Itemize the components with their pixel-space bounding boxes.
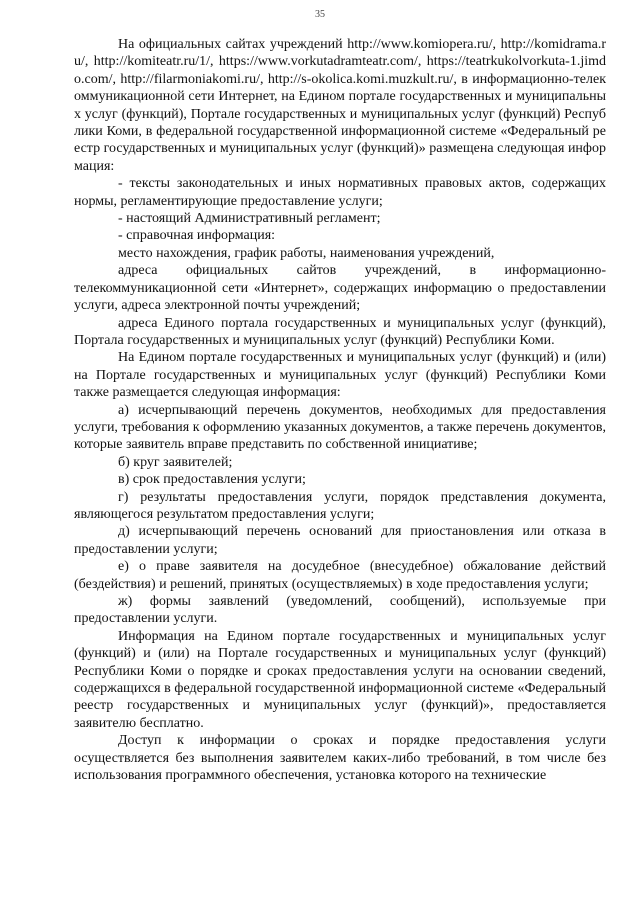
list-item-d: д) исчерпывающий перечень оснований для приостановления или отказа в предоставлении услуги; — [74, 524, 606, 557]
paragraph-location: место нахождения, график работы, наименования учреждений, — [118, 245, 495, 261]
paragraph-official-sites: На официальных сайтах учреждений http://www.komiopera.ru/, http://komidrama.ru/, http://komiteatr.ru/1/, https://www.vorkutadramteatr.com/, https://teatrkukolvorkuta-1.jimdo.com/, http://filarmoniakomi.ru/, http://s-okolica.komi.muzkult.ru/, в информационно-телекоммуникационной сети Интернет, на Едином портале государственных и муниципальных услуг (функций), Портале государственных и муниципальных услуг (функций) Республики Коми, в федеральной государственной информационной системе «Федеральный реестр государственных и муниципальных услуг (функций)» размещена следующая информация: — [74, 37, 606, 174]
paragraph-reference-info: - справочная информация: — [118, 228, 276, 244]
list-item-a: а) исчерпывающий перечень документов, необходимых для предоставления услуги, требования к оформлению указанных документов, а также перечень документов, которые заявитель вправе представить по собственной инициативе; — [74, 402, 606, 453]
document-body — [74, 36, 606, 784]
paragraph-free-info: Информация на Едином портале государственных и муниципальных услуг (функций) и (или) на Портале государственных и муниципальных услуг (функций) Республики Коми о порядке и сроках предоставления услуги на основании сведений, содержащихся в федеральной государственной информационной системе «Федеральный реестр государственных и муниципальных услуг (функций)», предоставляется заявителю бесплатно. — [74, 628, 606, 731]
list-item-b: б) круг заявителей; — [118, 454, 233, 470]
paragraph-site-addresses: адреса официальных сайтов учреждений, в информационно-телекоммуникационной сети «Интернет», содержащих информацию о предоставлении услуги, адреса электронной почты учреждений; — [74, 263, 606, 314]
list-item-zh: ж) формы заявлений (уведомлений, сообщений), используемые при предоставлении услуги. — [74, 594, 606, 627]
list-item-e: е) о праве заявителя на досудебное (внесудебное) обжалование действий (бездействия) и решений, принятых (осуществляемых) в ходе предоставления услуги; — [74, 559, 606, 592]
paragraph-legal-acts: - тексты законодательных и иных нормативных правовых актов, содержащих нормы, регламентирующие предоставление услуги; — [74, 176, 606, 209]
list-item-g: г) результаты предоставления услуги, порядок представления документа, являющегося результатом предоставления услуги; — [74, 489, 606, 522]
list-item-v: в) срок предоставления услуги; — [118, 472, 306, 488]
paragraph-portal-info-intro: На Едином портале государственных и муниципальных услуг (функций) и (или) на Портале государственных и муниципальных услуг (функций) Республики Коми также размещается следующая информация: — [74, 350, 606, 401]
paragraph-regulation: - настоящий Административный регламент; — [118, 211, 381, 227]
page-number: 35 — [315, 9, 325, 20]
paragraph-access: Доступ к информации о сроках и порядке предоставления услуги осуществляется без выполнения заявителем каких-либо требований, в том числе без использования программного обеспечения, установка которого на технические — [74, 733, 606, 784]
paragraph-portal-addresses: адреса Единого портала государственных и муниципальных услуг (функций), Портала государственных и муниципальных услуг (функций) Республики Коми. — [74, 315, 606, 348]
